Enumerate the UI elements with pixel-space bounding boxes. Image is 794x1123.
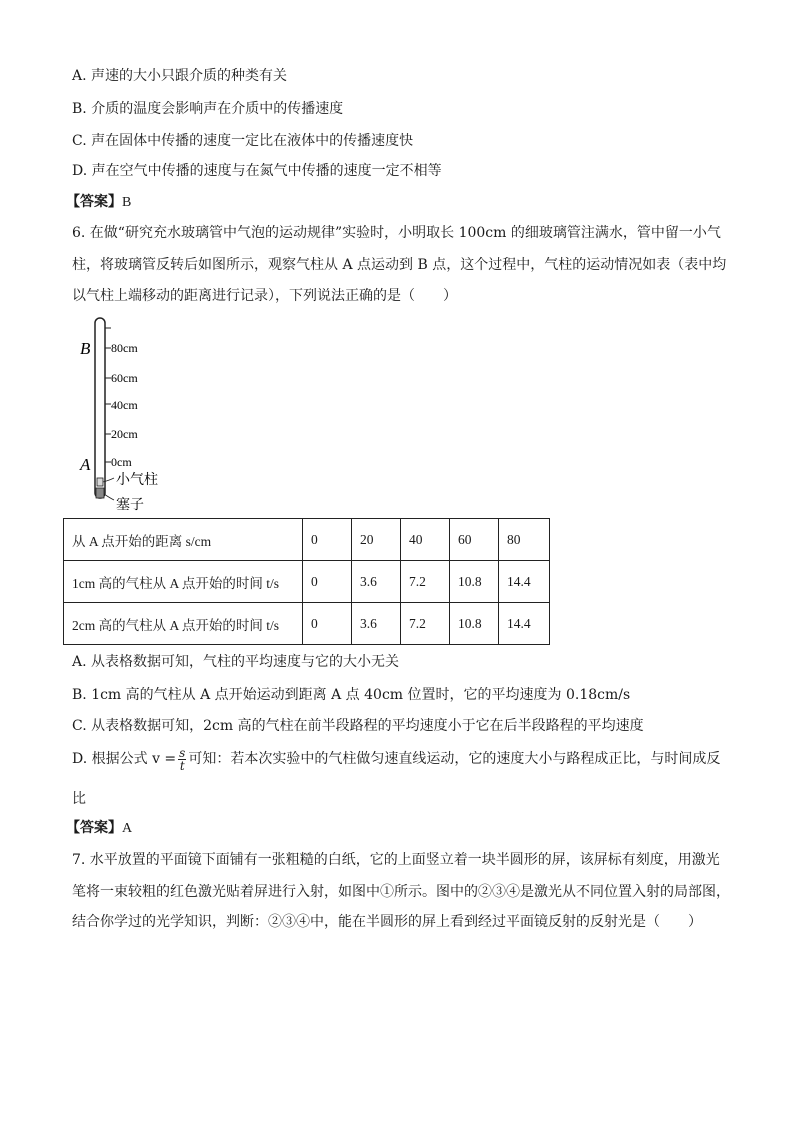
table-cell: 0 (303, 561, 352, 603)
mark-40cm: 40cm (111, 398, 138, 412)
q5-option-a: A. 声速的大小只跟介质的种类有关 (72, 68, 288, 84)
mark-20cm: 20cm (111, 427, 138, 441)
mark-80cm: 80cm (111, 341, 138, 355)
table-cell: 0 (303, 603, 352, 645)
table-cell: 20 (352, 519, 401, 561)
q7-stem-line-2: 笔将一束较粗的红色激光贴着屏进行入射，如图中①所示。图中的②③④是激光从不同位置入射的局部图， (72, 884, 730, 900)
table-row (64, 603, 550, 645)
speed-formula (178, 747, 186, 772)
stopper (96, 488, 104, 498)
table-row (64, 519, 550, 561)
row-label: 2cm 高的气柱从 A 点开始的时间 t/s (64, 603, 303, 645)
q5-answer (66, 192, 131, 213)
table-cell: 3.6 (352, 561, 401, 603)
row-label: 1cm 高的气柱从 A 点开始的时间 t/s (64, 561, 303, 603)
mark-60cm: 60cm (111, 371, 138, 385)
glass-tube (95, 318, 105, 498)
bubble-label: 小气柱 (116, 472, 158, 488)
mark-0cm: 0cm (111, 455, 132, 469)
q7-stem-line-1: 7. 水平放置的平面镜下面铺有一张粗糙的白纸，它的上面竖立着一块半圆形的屏，该屏标有刻度，用激光 (72, 852, 720, 868)
q6-option-a: A. 从表格数据可知，气柱的平均速度与它的大小无关 (72, 654, 400, 670)
row-label: 从 A 点开始的距离 s/cm (64, 519, 303, 561)
table-cell: 10.8 (450, 561, 499, 603)
q6-option-d-cont: 比 (72, 791, 86, 807)
table-cell: 40 (401, 519, 450, 561)
option-d-prefix: D. 根据公式 v = (72, 751, 177, 767)
formula-numerator: s (179, 745, 186, 760)
answer-value: A (122, 821, 133, 836)
q5-option-d: D. 声在空气中传播的速度与在氮气中传播的速度一定不相等 (72, 163, 442, 179)
label-b: B (80, 339, 91, 358)
answer-mark: 【答案】 (66, 194, 122, 210)
q6-stem-line-1: 6. 在做“研究充水玻璃管中气泡的运动规律”实验时，小明取长 100cm 的细玻璃管注满水，管中留一小气 (72, 225, 721, 241)
table-cell: 7.2 (401, 561, 450, 603)
q6-option-b: B. 1cm 高的气柱从 A 点开始运动到距离 A 点 40cm 位置时，它的平均速度为 0.18cm/s (72, 687, 631, 703)
formula-denominator: t (179, 758, 185, 773)
answer-mark: 【答案】 (66, 820, 122, 836)
table-cell: 60 (450, 519, 499, 561)
option-d-suffix: 可知：若本次实验中的气柱做匀速直线运动，它的速度大小与路程成正比，与时间成反 (188, 751, 721, 767)
q6-answer (66, 818, 132, 839)
q6-option-c: C. 从表格数据可知，2cm 高的气柱在前半段路程的平均速度小于它在后半段路程的平均速度 (72, 718, 644, 734)
table-cell: 14.4 (499, 603, 550, 645)
air-bubble (97, 478, 103, 486)
label-a: A (80, 455, 91, 474)
q5-option-b: B. 介质的温度会影响声在介质中的传播速度 (72, 101, 344, 117)
q6-stem-line-3: 以气柱上端移动的距离进行记录），下列说法正确的是（ ） (72, 288, 457, 304)
table-cell: 7.2 (401, 603, 450, 645)
table-cell: 80 (499, 519, 550, 561)
stopper-label: 塞子 (116, 497, 144, 513)
q5-option-c: C. 声在固体中传播的速度一定比在液体中的传播速度快 (72, 133, 414, 149)
motion-data-table (63, 518, 550, 645)
table-cell: 0 (303, 519, 352, 561)
q6-option-d (72, 744, 720, 774)
answer-value: B (122, 195, 132, 210)
table-cell: 14.4 (499, 561, 550, 603)
stopper-leader (104, 494, 114, 500)
table-row (64, 561, 550, 603)
q7-stem-line-3: 结合你学过的光学知识，判断：②③④中，能在半圆形的屏上看到经过平面镜反射的反射光是（ ） (72, 914, 702, 930)
glass-tube-figure (78, 312, 198, 514)
table-cell: 3.6 (352, 603, 401, 645)
table-cell: 10.8 (450, 603, 499, 645)
q6-stem-line-2: 柱，将玻璃管反转后如图所示，观察气柱从 A 点运动到 B 点，这个过程中，气柱的运动情况如表（表中均 (72, 257, 727, 273)
